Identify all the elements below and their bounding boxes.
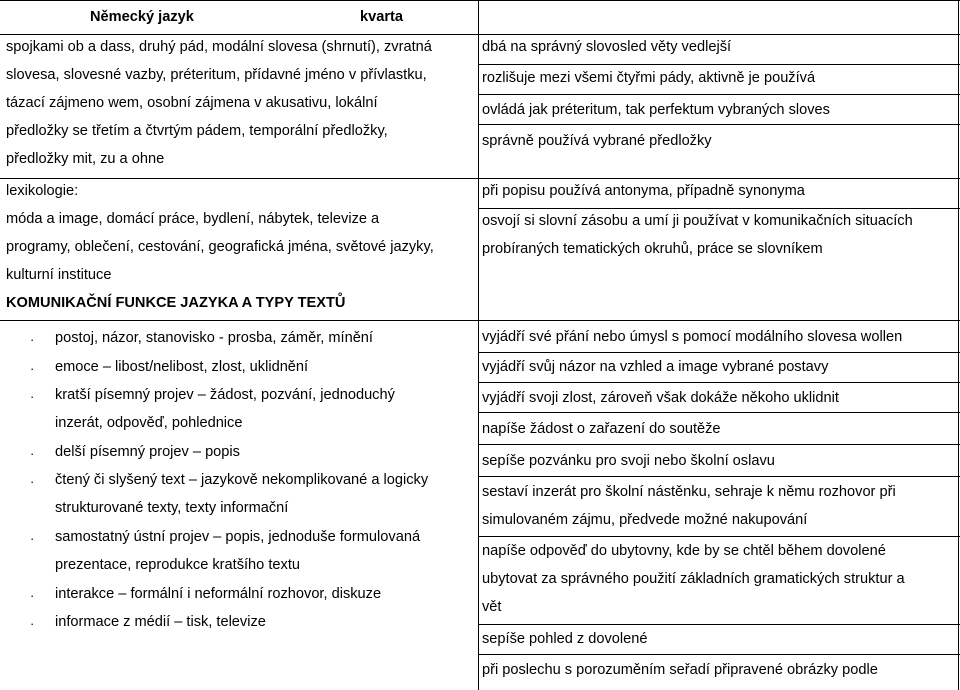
lexicon-line: móda a image, domácí práce, bydlení, nábytek, televize a [6,211,380,227]
lexicon-outcome: probíraných tematických okruhů, práce se slovníkem [482,241,823,257]
grammar-line: předložky mit, zu a ohne [6,151,165,167]
header-bottom-border [0,34,960,35]
grammar-line: spojkami ob a dass, druhý pád, modální slovesa (shrnutí), zvratná [6,39,432,55]
right-row-border-14 [478,654,960,655]
grammar-line: slovesa, slovesné vazby, préteritum, přídavné jméno v přívlastku, [6,67,427,83]
bullet-icon: · [30,474,35,489]
grammar-row-border [0,178,478,179]
function-outcome: vět [482,599,502,615]
right-row-border-6 [478,320,960,321]
function-item: čtený či slyšený text – jazykově nekomplikované a logicky [55,472,429,488]
right-row-border-13 [478,624,960,625]
function-outcome: vyjádří své přání nebo úmysl s pomocí modálního slovesa wollen [482,329,903,345]
table-top-border [0,0,960,1]
function-item: delší písemný projev – popis [55,444,240,460]
bullet-icon: · [30,361,35,376]
bullet-icon: · [30,389,35,404]
grammar-outcome: rozlišuje mezi všemi čtyřmi pády, aktivně je používá [482,70,816,86]
function-outcome: napíše odpověď do ubytovny, kde by se chtěl během dovolené [482,543,886,559]
grammar-outcome: ovládá jak préteritum, tak perfektum vybraných sloves [482,102,830,118]
function-outcome: sestaví inzerát pro školní nástěnku, sehraje k němu rozhovor při [482,484,896,500]
table-right-border [958,0,959,690]
function-item: postoj, názor, stanovisko - prosba, záměr, mínění [55,330,373,346]
function-outcome: simulovaném zájmu, předvede možné nakupování [482,512,808,528]
functions-heading: KOMUNIKAČNÍ FUNKCE JAZYKA A TYPY TEXTŮ [6,295,346,311]
grammar-outcome: dbá na správný slovosled věty vedlejší [482,39,732,55]
subject-title: Německý jazyk [90,9,194,25]
bullet-icon: · [30,616,35,631]
bullet-icon: · [30,332,35,347]
bullet-icon: · [30,531,35,546]
function-item: kratší písemný projev – žádost, pozvání, jednoduchý [55,387,395,403]
function-item: strukturované texty, texty informační [55,500,289,516]
right-row-border-2 [478,94,960,95]
function-item: emoce – libost/nelibost, zlost, uklidnění [55,359,309,375]
right-row-border-12 [478,536,960,537]
functions-heading-border [0,320,478,321]
column-divider [478,0,479,690]
lexicon-heading: lexikologie: [6,183,79,199]
lexicon-line: kulturní instituce [6,267,112,283]
function-item: interakce – formální i neformální rozhovor, diskuze [55,586,382,602]
grade-title: kvarta [360,9,404,25]
grammar-outcome: správně používá vybrané předložky [482,133,712,149]
function-outcome: vyjádří svůj názor na vzhled a image vybrané postavy [482,359,829,375]
function-item: prezentace, reprodukce kratšího textu [55,557,300,573]
function-outcome: napíše žádost o zařazení do soutěže [482,421,721,437]
right-row-border-3 [478,124,960,125]
bullet-icon: · [30,588,35,603]
lexicon-outcome: při popisu používá antonyma, případně synonyma [482,183,805,199]
grammar-line: předložky se třetím a čtvrtým pádem, temporální předložky, [6,123,388,139]
function-outcome: sepíše pohled z dovolené [482,631,648,647]
function-outcome: sepíše pozvánku pro svoji nebo školní oslavu [482,453,775,469]
right-row-border-11 [478,476,960,477]
bullet-icon: · [30,446,35,461]
function-outcome: při poslechu s porozuměním seřadí připravené obrázky podle [482,662,878,678]
right-row-border-8 [478,382,960,383]
grammar-line: tázací zájmeno wem, osobní zájmena v akusativu, lokální [6,95,378,111]
function-item: inzerát, odpověď, pohlednice [55,415,243,431]
right-row-border-5 [478,208,960,209]
function-item: samostatný ústní projev – popis, jednoduše formulovaná [55,529,421,545]
right-row-border-7 [478,352,960,353]
right-row-border-10 [478,444,960,445]
function-item: informace z médií – tisk, televize [55,614,266,630]
lexicon-outcome: osvojí si slovní zásobu a umí ji používat v komunikačních situacích [482,213,913,229]
right-row-border-1 [478,64,960,65]
lexicon-line: programy, oblečení, cestování, geografická jména, světové jazyky, [6,239,434,255]
function-outcome: vyjádří svoji zlost, zároveň však dokáže někoho uklidnit [482,390,839,406]
right-row-border-9 [478,412,960,413]
function-outcome: ubytovat za správného použití základních gramatických struktur a [482,571,905,587]
right-row-border-4 [478,178,960,179]
